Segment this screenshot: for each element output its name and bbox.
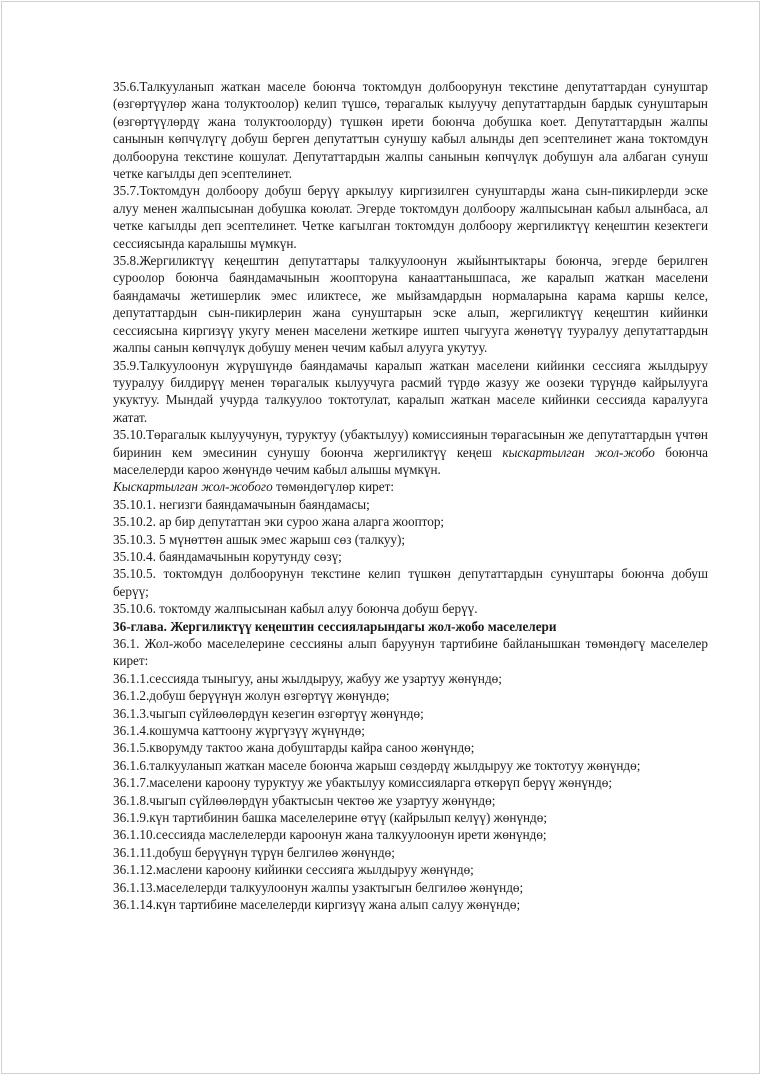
paragraph-35-10-rest: боюнча маселелерди кароо жөнүндө чечим кабыл алышы мүмкүн.	[113, 444, 708, 477]
paragraph-35-10-italic: кыскартылган жол-жобо	[502, 444, 655, 460]
list-item-36-1-3: 36.1.3.чыгып сүйлөөлөрдүн кезегин өзгөртүү жөнүндө;	[113, 705, 424, 721]
list-item-35-10-5: 35.10.5. токтомдун долбоорунун текстине келип түшкөн депутаттардын сунуштары боюнча добуш берүү;	[113, 566, 708, 599]
short-procedure-italic: Кыскартылган жол-жобого	[113, 479, 273, 495]
list-item-36-1-8: 36.1.8.чыгып сүйлөөлөрдүн убактысын чектөө же узартуу жөнүндө;	[113, 792, 496, 808]
list-item-36-1-1: 36.1.1.сессияда тыныгуу, аны жылдыруу, жабуу же узартуу жөнүндө;	[113, 670, 502, 686]
list-item-36-1-6: 36.1.6.талкууланып жаткан маселе боюнча жарыш сөздөрдү жылдыруу же токтотуу жөнүндө;	[113, 757, 641, 773]
list-item-36-1-12: 36.1.12.маслени кароону кийинки сессияга жылдыруу жөнүндө;	[113, 862, 474, 878]
list-item-36-1-9: 36.1.9.күн тартибинин башка маселелерине өтүү (кайрылып келүү) жөнүндө;	[113, 810, 548, 826]
chapter-36-heading: 36-глава. Жергиликтүү кеңештин сессияларындагы жол-жобо маселелери	[113, 618, 557, 634]
short-procedure-rest: төмөндөгүлөр кирет:	[272, 479, 395, 495]
paragraph-35-10	[113, 426, 708, 478]
document-body	[113, 78, 708, 914]
list-item-35-10-1: 35.10.1. негизги баяндамачынын баяндамасы;	[113, 496, 370, 512]
list-item-36-1-2: 36.1.2.добуш берүүнүн жолун өзгөртүү жөнүндө;	[113, 688, 390, 704]
list-item-36-1-11: 36.1.11.добуш берүүнүн түрүн белгилөө жөнүндө;	[113, 844, 395, 860]
paragraph-35-7: 35.7.Токтомдун долбоору добуш берүү аркылуу киргизилген сунуштарды жана сын-пикирлерди эске алуу менен жалпысынан добушка коюлат. Эгерде токтомдун долбоору жалпысынан кабыл алынбаса, ал четке кагылды деп эсептелинет. Четке кагылган токтомдун долбоору жергиликтүү кеңештин кезектеги сессиясында каралышы мүмкүн.	[113, 183, 708, 251]
list-item-36-1-5: 36.1.5.кворумду тактоо жана добуштарды кайра саноо жөнүндө;	[113, 740, 475, 756]
list-item-36-1-13: 36.1.13.маселелерди талкуулоонун жалпы узактыгын белгилөө жөнүндө;	[113, 879, 524, 895]
list-item-35-10-4: 35.10.4. баяндамачынын корутунду сөзү;	[113, 548, 342, 564]
list-item-36-1-7: 36.1.7.маселени кароону туруктуу же убактылуу комиссияларга өткөрүп берүү жөнүндө;	[113, 775, 613, 791]
paragraph-35-9: 35.9.Талкуулоонун жүрүшүндө баяндамачы каралып жаткан маселени кийинки сессияга жылдыруу тууралуу билдирүү менен төрагалык кылуучуга расмий түрдө жазуу же оозеки түрүндө кайрылууга укуктуу. Мындай учурда талкуулоо токтотулат, каралып жаткан маселе кийинки сессияда каралууга жатат.	[113, 357, 708, 425]
paragraph-35-6: 35.6.Талкууланып жаткан маселе боюнча токтомдун долбоорунун текстине депутаттардан сунуштар (өзгөртүүлөр жана толуктоолор) келип түшсө, төрагалык кылуучу депутаттардын бардык сунуштарын (өзгөртүүлөрдү жана толуктоолорду) түшкөн ирети боюнча добушка коет. Депутаттардын жалпы санынын көпчүлүгү добуш берген депутаттын сунушу кабыл алынды деп эсептелинет жана токтомдун долбооруна текстине кошулат. Депутаттардын жалпы санынын көпчүлүк добушун ала албаган сунуш четке кагылды деп эсептелинет.	[113, 79, 708, 182]
short-procedure-intro	[113, 478, 708, 495]
list-item-36-1-14: 36.1.14.күн тартибине маселелерди киргизүү жана алып салуу жөнүндө;	[113, 897, 521, 913]
list-item-35-10-2: 35.10.2. ар бир депутаттан эки суроо жана аларга жооптор;	[113, 514, 445, 530]
list-item-36-1-4: 36.1.4.кошумча каттоону жүргүзүү жүнүндө;	[113, 723, 365, 739]
list-item-35-10-3: 35.10.3. 5 мүнөттөн ашык эмес жарыш сөз (талкуу);	[113, 531, 406, 547]
paragraph-36-1: 36.1. Жол-жобо маселелерине сессияны алып баруунун тартибине байланышкан төмөндөгү маселелер кирет:	[113, 636, 708, 669]
list-item-35-10-6: 35.10.6. токтомду жалпысынан кабыл алуу боюнча добуш берүү.	[113, 601, 478, 617]
list-item-36-1-10: 36.1.10.сессияда маслелелерди кароонун жана талкуулоонун ирети жөнүндө;	[113, 827, 547, 843]
paragraph-35-10-text: 35.10.Төрагалык кылуучунун, туруктуу (убактылуу) комиссиянын төрагасынын же депутаттардын үчтөн биринин кем эмесинин сунушу боюнча жергиликтүү кеңеш	[113, 427, 708, 460]
paragraph-35-8: 35.8.Жергиликтүү кеңештин депутаттары талкуулоонун жыйынтыктары боюнча, эгерде берилген суроолор боюнча баяндамачынын жоопторуна канааттанышпаса, же каралып жаткан маселени баяндамачы жетишерлик эмес иликтесе, же мыйзамдардын нормаларына карама каршы келсе, депутаттардын сын-пикирлерин жана сунуштарын эске алып, жергиликтүү кеңештин кийинки сессиясына киргизүү укугу менен маселени жеткире иштеп чыгууга жөнөтүү тууралуу депутаттардын жалпы санын көпчүлүк добушу менен чечим кабыл алууга укутуу.	[113, 253, 708, 356]
document-page	[1, 1, 760, 1074]
